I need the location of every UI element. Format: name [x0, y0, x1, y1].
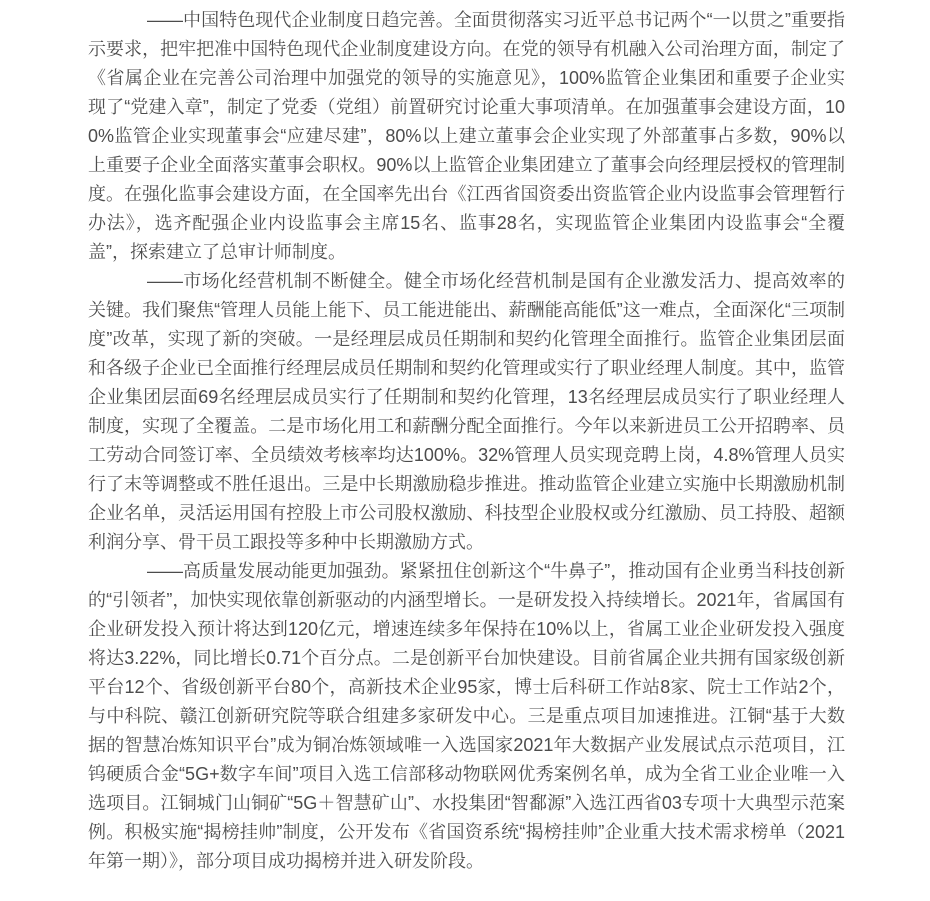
paragraph: ——高质量发展动能更加强劲。紧紧扭住创新这个“牛鼻子”，推动国有企业勇当科技创新的“引领者”，加快实现依靠创新驱动的内涵型增长。一是研发投入持续增长。2021年，省属国有企业研发投入预计将达到120亿元，增速连续多年保持在10%以上，省属工业企业研发投入强度将达3.22%，同比增长0.71个百分点。二是创新平台加快建设。目前省属企业共拥有国家级创新平台12个、省级创新平台80个，高新技术企业95家，博士后科研工作站8家、院士工作站2个，与中科院、赣江创新研究院等联合组建多家研发中心。三是重点项目加速推进。江铜“基于大数据的智慧冶炼知识平台”成为铜冶炼领域唯一入选国家2021年大数据产业发展试点示范项目，江钨硬质合金“5G+数字车间”项目入选工信部移动物联网优秀案例名单，成为全省工业企业唯一入选项目。江铜城门山铜矿“5G＋智慧矿山”、水投集团“智鄱源”入选江西省03专项十大典型示范案例。积极实施“揭榜挂帅”制度，公开发布《省国资系统“揭榜挂帅”企业重大技术需求榜单（2021年第一期）》，部分项目成功揭榜并进入研发阶段。	[88, 561, 845, 871]
paragraph: ——市场化经营机制不断健全。健全市场化经营机制是国有企业激发活力、提高效率的关键。我们聚焦“管理人员能上能下、员工能进能出、薪酬能高能低”这一难点，全面深化“三项制度”改革，实现了新的突破。一是经理层成员任期制和契约化管理全面推行。监管企业集团层面和各级子企业已全面推行经理层成员任期制和契约化管理或实行了职业经理人制度。其中，监管企业集团层面69名经理层成员实行了任期制和契约化管理，13名经理层成员实行了职业经理人制度，实现了全覆盖。二是市场化用工和薪酬分配全面推行。今年以来新进员工公开招聘率、员工劳动合同签订率、全员绩效考核率均达100%。32%管理人员实现竞聘上岗，4.8%管理人员实行了末等调整或不胜任退出。三是中长期激励稳步推进。推动监管企业建立实施中长期激励机制企业名单，灵活运用国有控股上市公司股权激励、科技型企业股权或分红激励、员工持股、超额利润分享、骨干员工跟投等多种中长期激励方式。	[88, 271, 845, 552]
article-body	[88, 6, 845, 876]
paragraph: ——中国特色现代企业制度日趋完善。全面贯彻落实习近平总书记两个“一以贯之”重要指示要求，把牢把准中国特色现代企业制度建设方向。在党的领导有机融入公司治理方面，制定了《省属企业在完善公司治理中加强党的领导的实施意见》，100%监管企业集团和重要子企业实现了“党建入章”，制定了党委（党组）前置研究讨论重大事项清单。在加强董事会建设方面，100%监管企业实现董事会“应建尽建”，80%以上建立董事会企业实现了外部董事占多数，90%以上重要子企业全面落实董事会职权。90%以上监管企业集团建立了董事会向经理层授权的管理制度。在强化监事会建设方面，在全国率先出台《江西省国资委出资监管企业内设监事会管理暂行办法》，选齐配强企业内设监事会主席15名、监事28名，实现监管企业集团内设监事会“全覆盖”，探索建立了总审计师制度。	[88, 10, 845, 262]
